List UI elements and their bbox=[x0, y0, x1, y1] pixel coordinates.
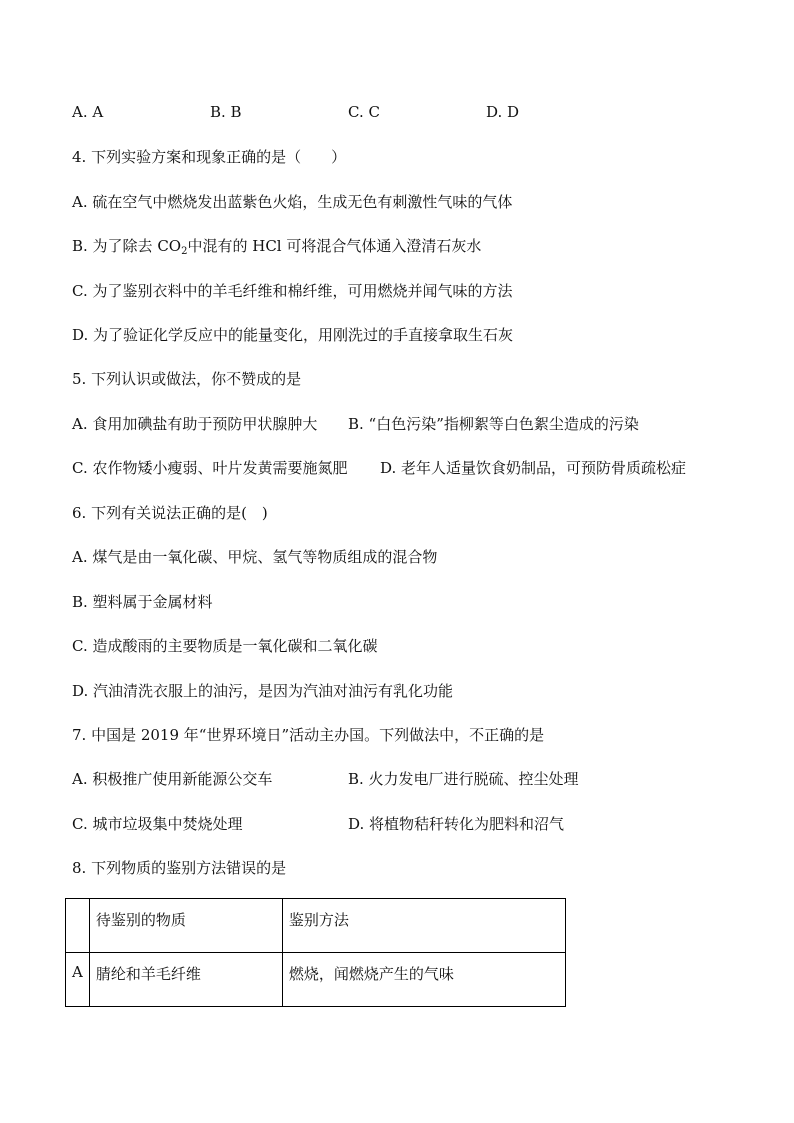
table-header-index bbox=[66, 899, 90, 953]
q6-option-d: D. 汽油清洗衣服上的油污，是因为汽油对油污有乳化功能 bbox=[72, 682, 454, 700]
table-cell-label: A bbox=[66, 953, 90, 1007]
q4-option-d: D. 为了验证化学反应中的能量变化，用刚洗过的手直接拿取生石灰 bbox=[72, 326, 514, 344]
q7-stem: 7. 中国是 2019 年“世界环境日”活动主办国。下列做法中，不正确的是 bbox=[72, 726, 545, 744]
q4-stem: 4. 下列实验方案和现象正确的是（ ） bbox=[72, 148, 347, 166]
q4-option-b-sub: 2 bbox=[181, 246, 188, 257]
table-cell-method: 燃烧，闻燃烧产生的气味 bbox=[282, 953, 565, 1007]
table-header-substance: 待鉴别的物质 bbox=[89, 899, 282, 953]
q5-stem: 5. 下列认识或做法，你不赞成的是 bbox=[72, 370, 302, 388]
q4-option-a: A. 硫在空气中燃烧发出蓝紫色火焰，生成无色有刺激性气味的气体 bbox=[72, 193, 513, 211]
q3-option-a: A. A bbox=[72, 103, 104, 121]
q3-option-b: B. B bbox=[210, 103, 242, 121]
table-row bbox=[66, 953, 566, 1007]
table-cell-substance: 腈纶和羊毛纤维 bbox=[89, 953, 282, 1007]
q7-option-c: C. 城市垃圾集中焚烧处理 bbox=[72, 815, 243, 833]
q7-option-a: A. 积极推广使用新能源公交车 bbox=[72, 770, 273, 788]
table-header-row bbox=[66, 899, 566, 953]
q7-option-b: B. 火力发电厂进行脱硫、控尘处理 bbox=[348, 770, 579, 788]
q6-option-a: A. 煤气是由一氧化碳、甲烷、氢气等物质组成的混合物 bbox=[72, 548, 438, 566]
q5-option-a: A. 食用加碘盐有助于预防甲状腺肿大 bbox=[72, 415, 318, 433]
q7-option-d: D. 将植物秸秆转化为肥料和沼气 bbox=[348, 815, 565, 833]
q6-option-b: B. 塑料属于金属材料 bbox=[72, 593, 213, 611]
q6-stem: 6. 下列有关说法正确的是( ) bbox=[72, 504, 268, 522]
q5-option-d: D. 老年人适量饮食奶制品，可预防骨质疏松症 bbox=[380, 459, 687, 477]
q8-table bbox=[65, 898, 566, 1007]
q4-option-c: C. 为了鉴别衣料中的羊毛纤维和棉纤维，可用燃烧并闻气味的方法 bbox=[72, 282, 513, 300]
q5-option-b: B. “白色污染”指柳絮等白色絮尘造成的污染 bbox=[348, 415, 639, 433]
q3-option-d: D. D bbox=[486, 103, 520, 121]
q4-option-b-post: 中混有的 HCl 可将混合气体通入澄清石灰水 bbox=[187, 237, 482, 255]
q5-option-c: C. 农作物矮小瘦弱、叶片发黄需要施氮肥 bbox=[72, 459, 348, 477]
q4-option-b bbox=[72, 236, 481, 262]
q8-stem: 8. 下列物质的鉴别方法错误的是 bbox=[72, 859, 287, 877]
q4-option-b-pre: B. 为了除去 CO bbox=[72, 237, 182, 255]
q6-option-c: C. 造成酸雨的主要物质是一氧化碳和二氧化碳 bbox=[72, 637, 378, 655]
q3-option-c: C. C bbox=[348, 103, 380, 121]
table-header-method: 鉴别方法 bbox=[282, 899, 565, 953]
